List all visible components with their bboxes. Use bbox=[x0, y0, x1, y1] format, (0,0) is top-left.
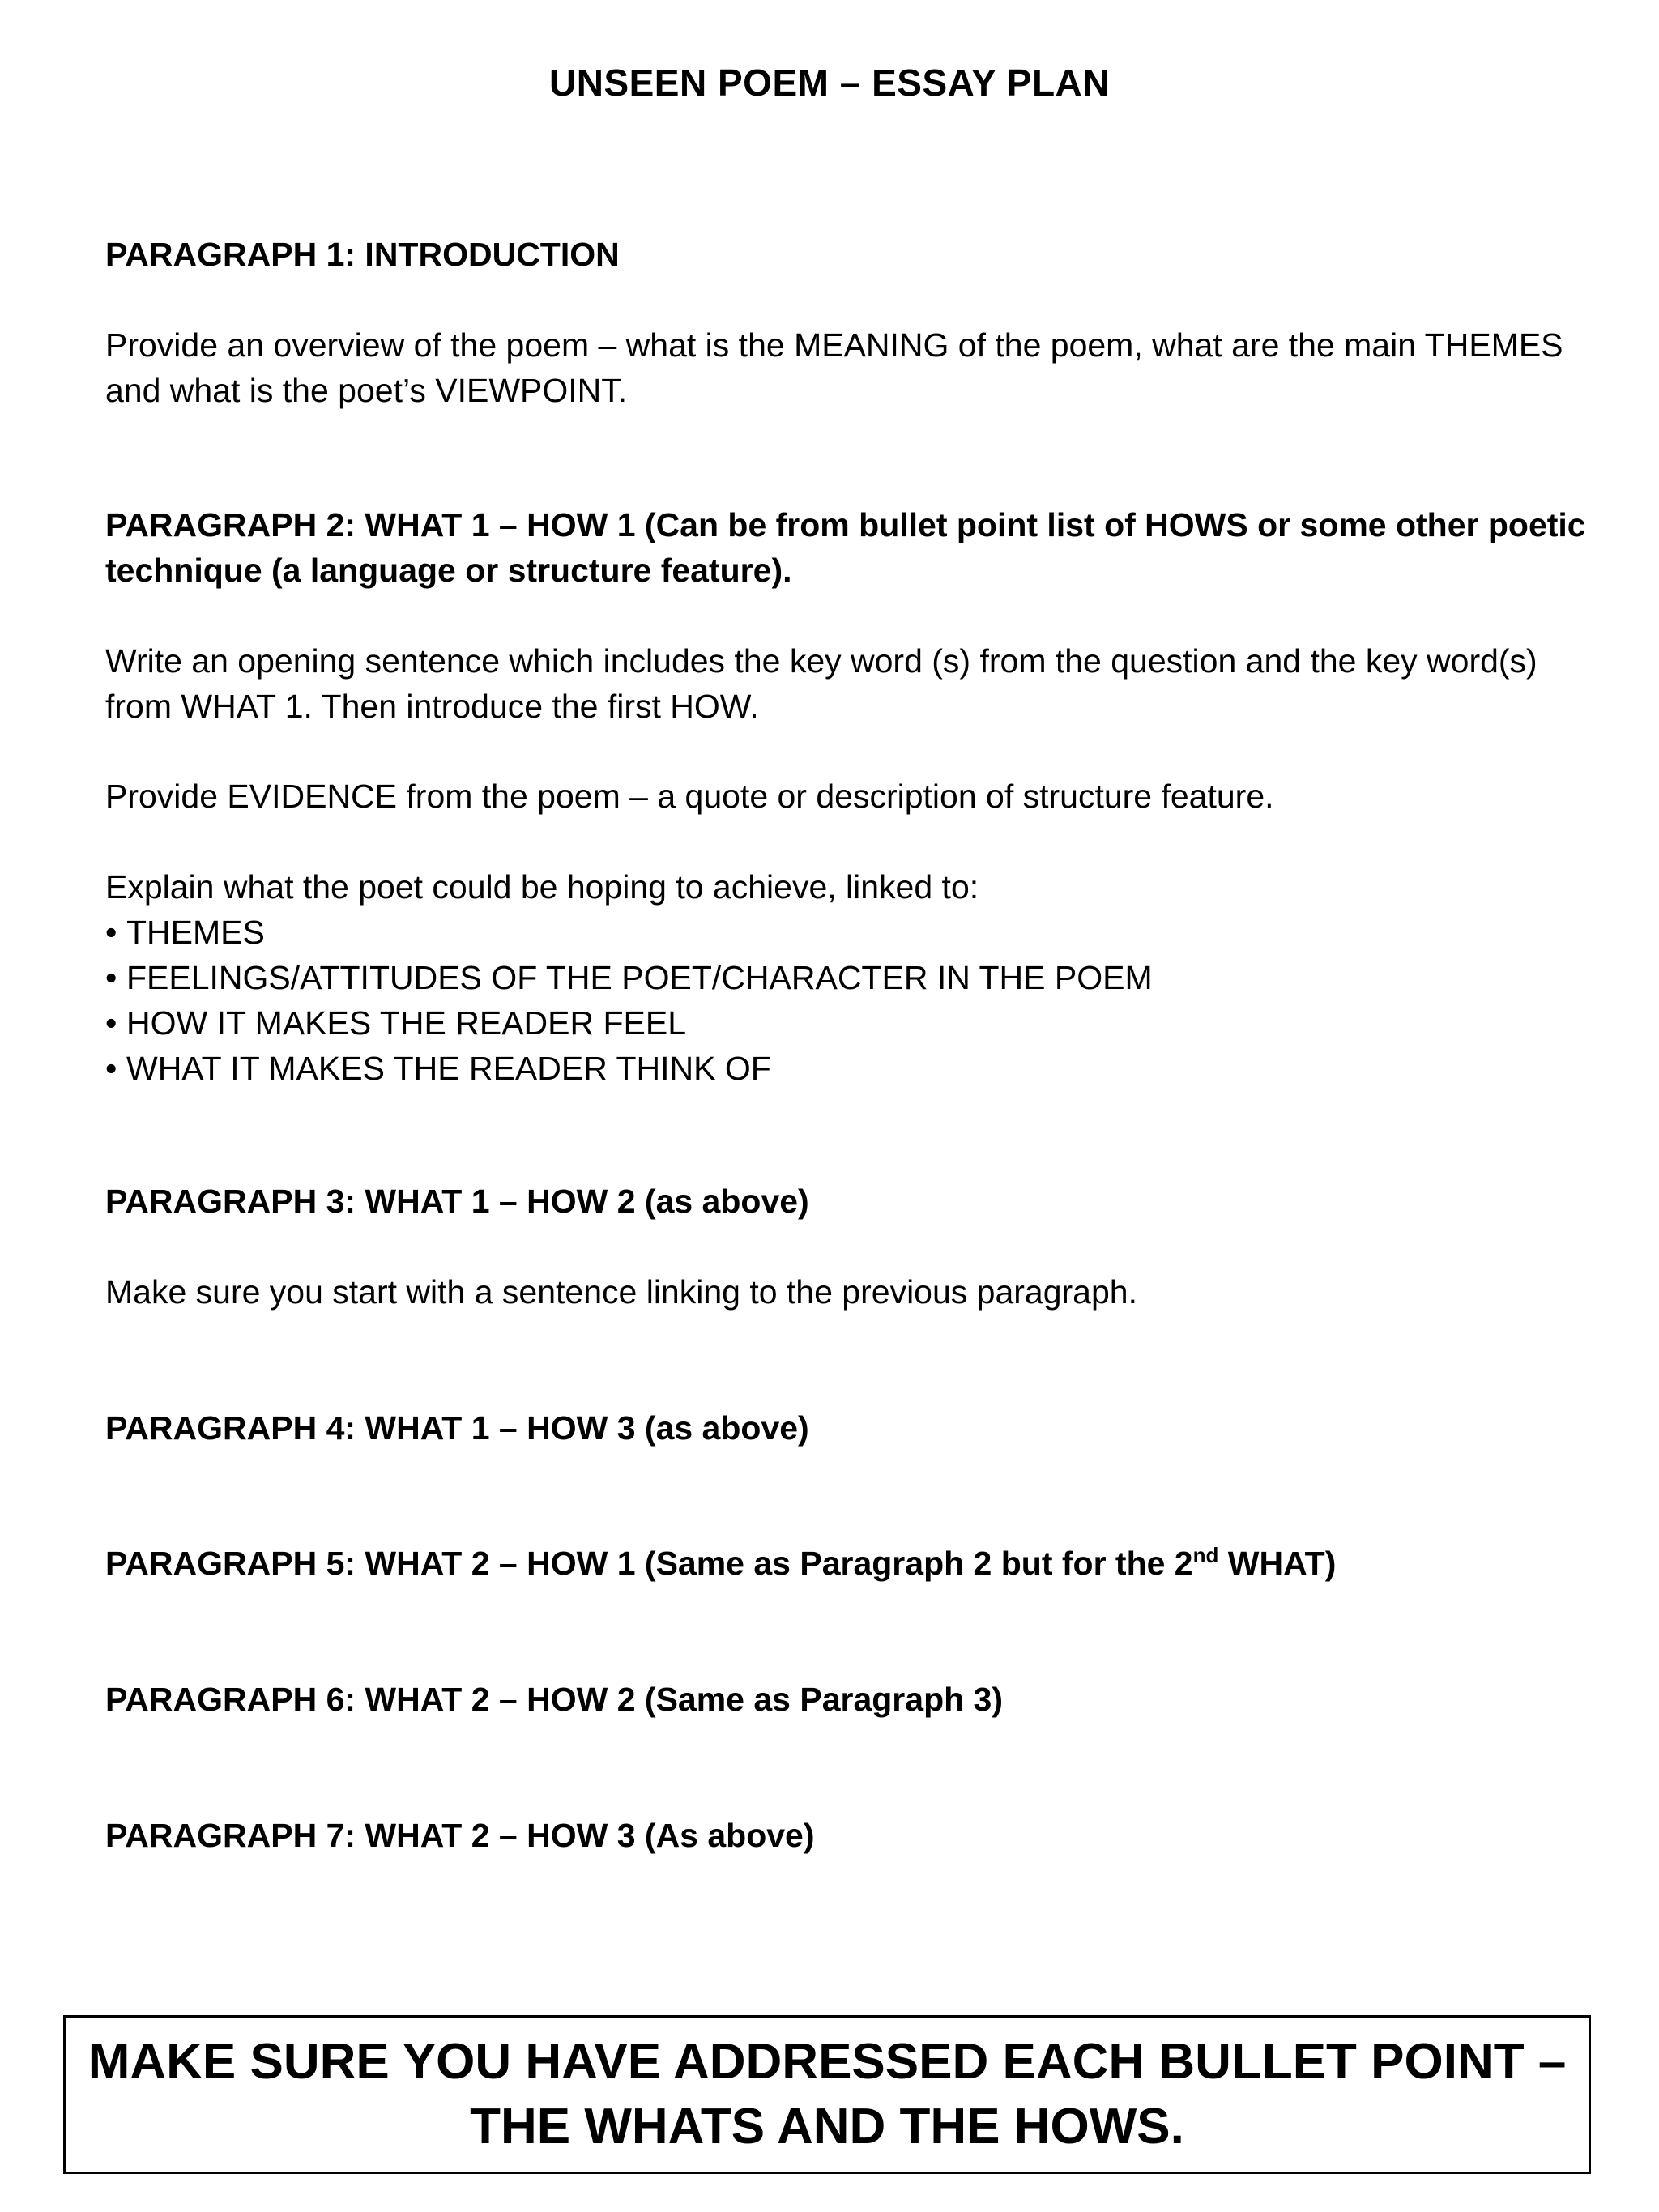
ordinal-suffix: nd bbox=[1192, 1543, 1219, 1567]
paragraph-2-body-evidence: Provide EVIDENCE from the poem – a quote or description of structure feature. bbox=[105, 778, 1274, 815]
page-title: UNSEEN POEM – ESSAY PLAN bbox=[549, 62, 1110, 104]
paragraph-3-heading: PARAGRAPH 3: WHAT 1 – HOW 2 (as above) bbox=[105, 1183, 809, 1220]
bullet-item: • WHAT IT MAKES THE READER THINK OF bbox=[105, 1046, 1572, 1091]
paragraph-5-heading-text: PARAGRAPH 5: WHAT 2 – HOW 1 (Same as Paragraph 2 but for the 2 bbox=[105, 1545, 1193, 1582]
bullet-item: • FEELINGS/ATTITUDES OF THE POET/CHARACTER IN THE POEM bbox=[105, 955, 1572, 1000]
paragraph-1-body: Provide an overview of the poem – what is the MEANING of the poem, what are the main THEMES and what is the poet’s VIEWPOINT. bbox=[105, 326, 1563, 409]
paragraph-4-heading: PARAGRAPH 4: WHAT 1 – HOW 3 (as above) bbox=[105, 1409, 809, 1447]
paragraph-2-body-explain: Explain what the poet could be hoping to achieve, linked to: bbox=[105, 868, 979, 906]
paragraph-2-body-opening: Write an opening sentence which includes the key word (s) from the question and the key word(s) from WHAT 1. Then introduce the first HOW. bbox=[105, 642, 1537, 725]
paragraph-1-heading: PARAGRAPH 1: INTRODUCTION bbox=[105, 236, 620, 273]
paragraph-2-bullet-list bbox=[105, 910, 1572, 1091]
paragraph-2-heading: PARAGRAPH 2: WHAT 1 – HOW 1 (Can be from bullet point list of HOWS or some other poetic technique (a language or structure feature). bbox=[105, 506, 1586, 589]
paragraph-5-heading bbox=[105, 1541, 1588, 1586]
paragraph-5-heading-tail: WHAT) bbox=[1218, 1545, 1337, 1582]
paragraph-7-heading: PARAGRAPH 7: WHAT 2 – HOW 3 (As above) bbox=[105, 1817, 815, 1854]
reminder-callout-box bbox=[63, 2015, 1591, 2174]
paragraph-3-body: Make sure you start with a sentence linking to the previous paragraph. bbox=[105, 1273, 1137, 1311]
bullet-item: • HOW IT MAKES THE READER FEEL bbox=[105, 1000, 1572, 1046]
reminder-callout-text: MAKE SURE YOU HAVE ADDRESSED EACH BULLET POINT – THE WHATS AND THE HOWS. bbox=[87, 2034, 1567, 2154]
paragraph-6-heading: PARAGRAPH 6: WHAT 2 – HOW 2 (Same as Paragraph 3) bbox=[105, 1681, 1004, 1718]
bullet-item: • THEMES bbox=[105, 910, 1572, 955]
